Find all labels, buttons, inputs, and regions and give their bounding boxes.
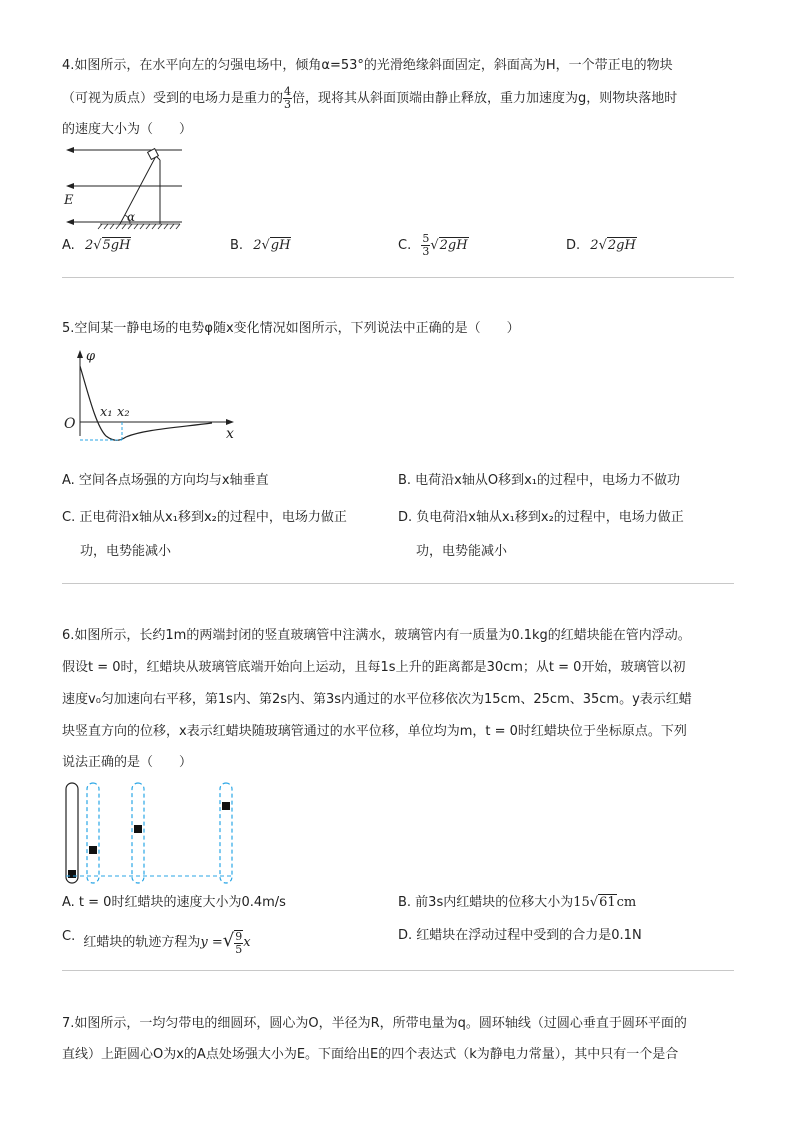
q7-stem-line2: 直线）上距圆心O为x的A点处场强大小为E。下面给出E的四个表达式（k为静电力常量），其中只有一个是合 [62,1047,679,1062]
q4-fraction [283,86,292,111]
q6-option-c-frac [234,930,243,956]
q6-option-c-eq: y = [200,935,223,950]
q4-option-a-coef: 2 [84,238,94,253]
q4-option-a-sqrt: √ [93,238,102,253]
q4-stem-line3: 的速度大小为（ ） [62,122,193,137]
q4-option-d-letter: D. [566,238,581,253]
q6-option-a[interactable]: A. t = 0时红蜡块的速度大小为0.4m/s [62,895,286,910]
q6-option-b-sqrt: √ [589,895,599,910]
q4-stem-line2 [62,86,677,111]
q6-tubes-figure [62,780,252,890]
separator [62,277,734,278]
q5-x1-label: x₁ [100,405,113,420]
q6-option-c[interactable] [62,928,251,956]
q4-alpha-label: α [127,210,136,224]
q4-stem-line1: 4.如图所示，在水平向左的匀强电场中，倾角α=53°的光滑绝缘斜面固定，斜面高为H，一个带正电的物块 [62,58,673,73]
q4-option-b-coef: 2 [253,238,262,253]
separator [62,970,734,971]
q6-option-c-text: 红蜡块的轨迹方程为 [83,935,201,950]
q5-x-label: x [226,426,234,442]
q5-option-a[interactable]: A. 空间各点场强的方向均与x轴垂直 [62,473,269,488]
q4-option-c-rad: 2gH [439,238,468,253]
q4-option-a[interactable] [62,236,131,256]
q4-stem-line2-a: （可视为质点）受到的电场力是重力的 [62,91,284,106]
q4-option-d-sqrt: √ [598,238,607,253]
q4-option-c-num: 5 [422,232,430,245]
q4-option-b-sqrt: √ [261,238,270,253]
q5-option-b[interactable]: B. 电荷沿x轴从O移到x₁的过程中，电场力不做功 [398,473,681,488]
q5-stem: 5.空间某一静电场的电势φ随x变化情况如图所示，下列说法中正确的是（ ） [62,321,520,336]
q6-option-b[interactable] [398,893,636,913]
q6-option-c-num: 9 [235,929,243,943]
q4-option-c-frac [421,233,430,258]
q7-stem-line1: 7.如图所示，一均匀带电的细圆环，圆心为O，半径为R，所带电量为q。圆环轴线（过圆心垂直于圆环平面的 [62,1016,687,1031]
q6-stem-line3: 速度v₀匀加速向右平移，第1s内、第2s内、第3s内通过的水平位移依次为15cm、25cm、35cm。y表示红蜡 [62,692,692,707]
q4-frac-num: 4 [284,85,292,98]
q4-stem-line2-b: 倍，现将其从斜面顶端由静止释放，重力加速度为g，则物块落地时 [292,91,678,106]
q4-option-c-letter: C. [398,238,412,253]
q6-stem-line2: 假设t = 0时，红蜡块从玻璃管底端开始向上运动，且每1s上升的距离都是30cm；从t = 0开始，玻璃管以初 [62,660,686,675]
q4-option-d[interactable] [566,236,637,256]
q4-option-a-rad: 5gH [102,238,131,253]
q6-option-b-coef: 15 [573,895,590,910]
q6-stem-line1: 6.如图所示，长约1m的两端封闭的竖直玻璃管中注满水，玻璃管内有一质量为0.1kg的红蜡块能在管内浮动。 [62,628,691,643]
q4-option-d-rad: 2gH [607,238,636,253]
q5-potential-graph [62,348,242,443]
q5-option-c-cont: 功，电势能减小 [80,544,172,559]
q4-option-c-sqrt: √ [430,238,439,253]
q6-option-c-letter: C. [62,929,76,944]
q6-option-b-unit: cm [616,895,637,910]
q5-option-d-cont: 功，电势能减小 [416,544,508,559]
q4-frac-den: 3 [284,98,292,111]
q4-option-c[interactable] [398,232,469,260]
q6-option-b-rad: 61 [599,895,616,910]
q5-phi-label: φ [86,349,96,364]
q4-option-d-coef: 2 [590,238,599,253]
q5-option-d[interactable]: D. 负电荷沿x轴从x₁移到x₂的过程中，电场力做正 [398,510,684,525]
q4-option-b-letter: B. [230,238,244,253]
separator [62,583,734,584]
q4-option-c-den: 3 [422,245,430,258]
q4-option-b[interactable] [230,236,291,256]
q4-option-b-rad: gH [270,238,291,253]
q5-x2-label: x₂ [117,405,130,420]
q6-stem-line4: 块竖直方向的位移，x表示红蜡块随玻璃管通过的水平位移，单位均为m，t = 0时红蜡块位于坐标原点。下列 [62,724,687,739]
q6-option-c-sqrt: √ [222,930,235,951]
q6-option-d[interactable]: D. 红蜡块在浮动过程中受到的合力是0.1N [398,928,642,943]
q6-stem-line5: 说法正确的是（ ） [62,755,193,770]
q6-option-b-text: B. 前3s内红蜡块的位移大小为 [398,895,574,910]
q5-option-c[interactable]: C. 正电荷沿x轴从x₁移到x₂的过程中，电场力做正 [62,510,347,525]
q5-origin-label: O [64,416,76,432]
q4-e-label: E [64,193,74,208]
q6-option-c-den: 5 [235,942,243,956]
q4-figure [60,146,190,231]
q4-option-a-letter: A. [62,238,75,253]
q6-option-c-var: x [243,935,251,950]
